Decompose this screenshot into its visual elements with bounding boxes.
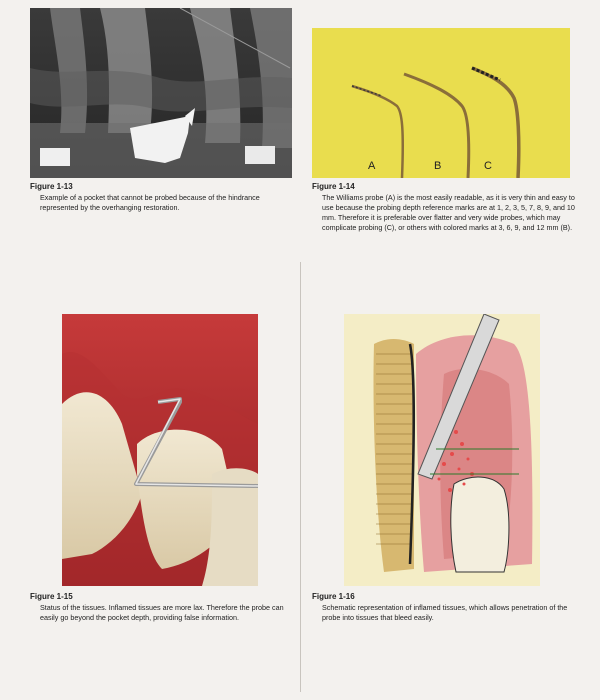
figure-number: Figure 1-13 — [30, 182, 73, 191]
xray-image — [30, 8, 292, 178]
figure-1-15-photo — [62, 314, 258, 586]
caption-text: Status of the tissues. Inflamed tissues are more lax. Therefore the probe can easily go beyond the pocket depth, providing false information. — [40, 603, 284, 622]
caption-text: The Williams probe (A) is the most easily readable, as it is very thin and easy to use because the probing depth reference marks are at 1, 2, 3, 5, 7, 8, 9, and 10 mm. Therefore it is preferable over flatter and very wide probes, which may complicate probing (C), or others with colored marks at 3, 6, 9, and 12 mm (B). — [322, 193, 575, 232]
probe-label-a: A — [368, 160, 376, 172]
vertical-divider — [300, 262, 301, 692]
figure-number: Figure 1-15 — [30, 592, 73, 601]
figure-number: Figure 1-14 — [312, 182, 355, 191]
figure-1-13-radiograph — [30, 8, 292, 178]
figure-1-16-schematic — [344, 314, 540, 586]
probe-label-b: B — [434, 160, 442, 172]
probes-image — [312, 28, 570, 178]
gum-photo — [62, 314, 258, 586]
caption-text: Example of a pocket that cannot be probed because of the hindrance represented by the overhanging restoration. — [40, 193, 260, 212]
caption-text: Schematic representation of inflamed tissues, which allows penetration of the probe into tissues that bleed easily. — [322, 603, 568, 622]
figure-number: Figure 1-16 — [312, 592, 355, 601]
figure-1-13-caption — [30, 182, 292, 213]
probe-label-c: C — [484, 160, 492, 172]
figure-1-14-probes — [312, 28, 570, 178]
figure-1-14-caption — [312, 182, 578, 233]
figure-1-15-caption — [30, 592, 292, 623]
tissue-schematic — [344, 314, 540, 586]
figure-1-16-caption — [312, 592, 578, 623]
